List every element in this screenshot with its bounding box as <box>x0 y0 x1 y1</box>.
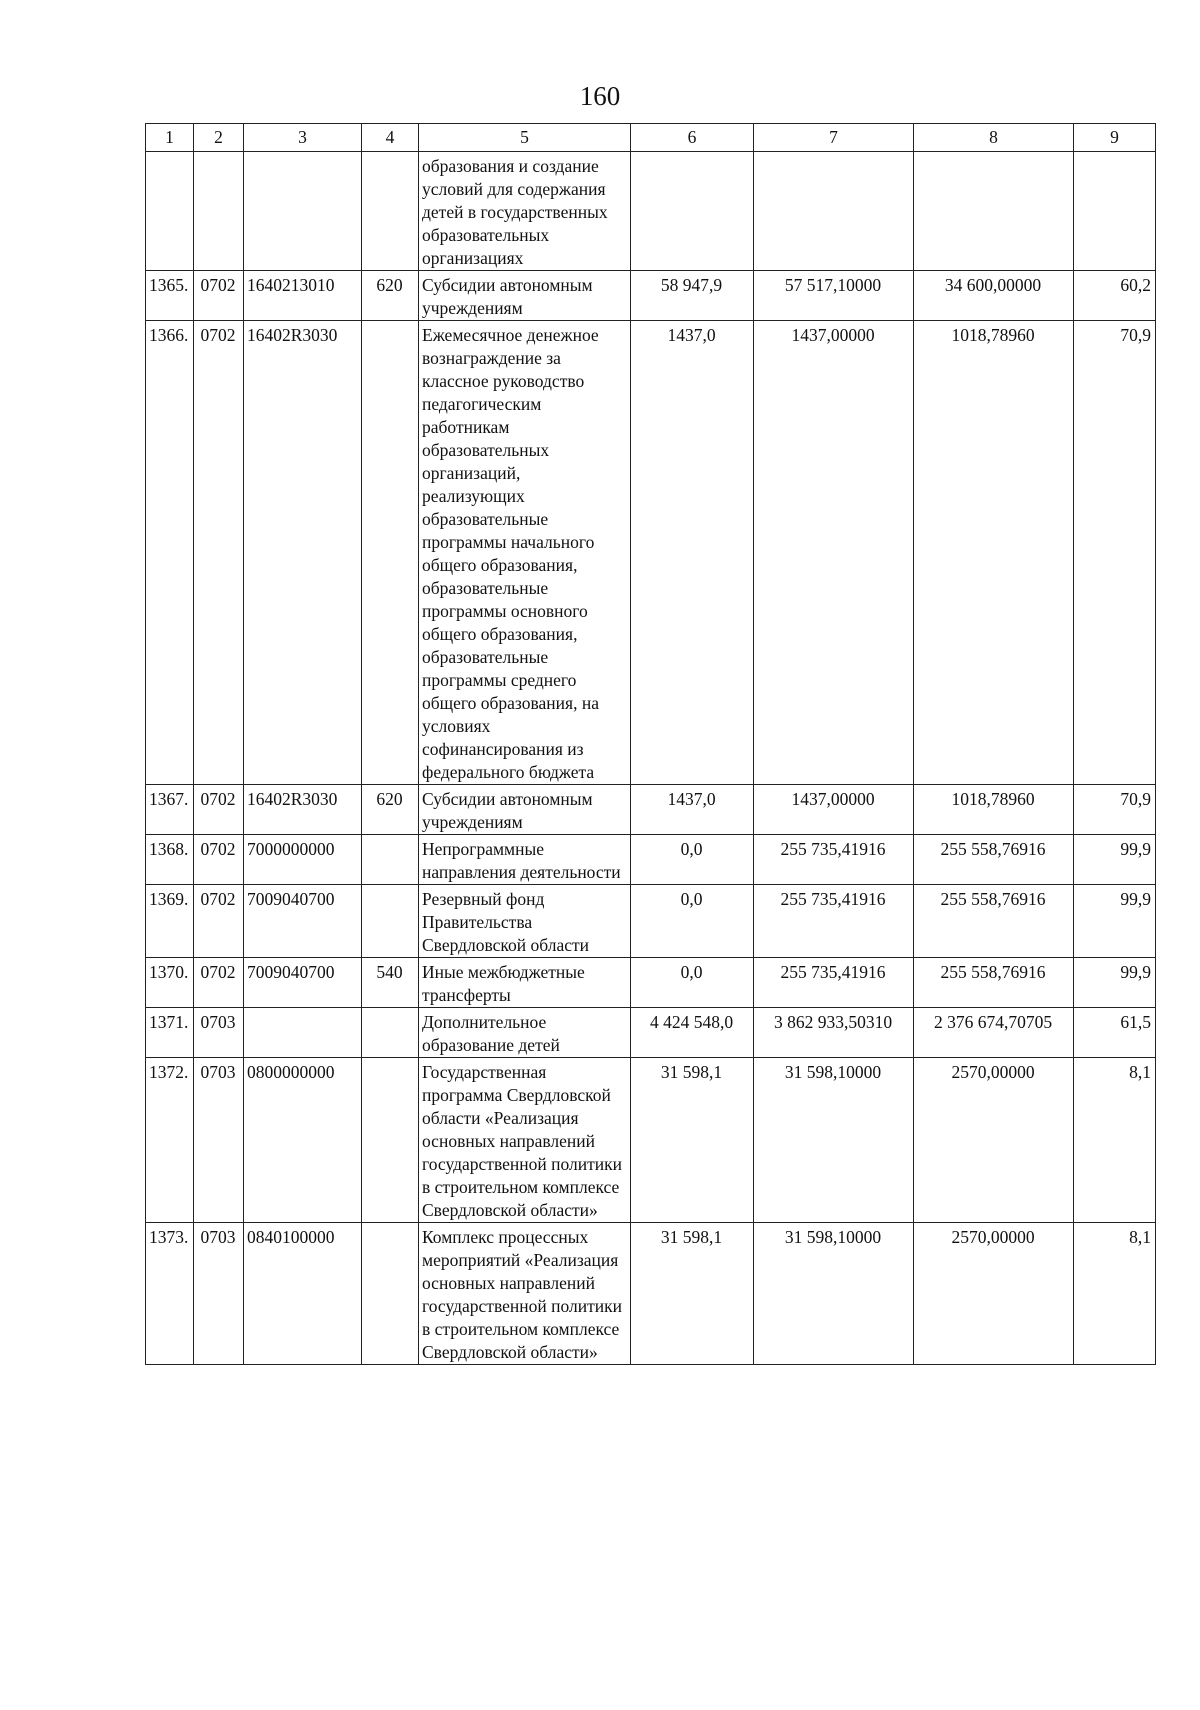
executed-amount-cell: 1018,78960 <box>914 321 1074 785</box>
table-row <box>146 271 1156 321</box>
section-code-cell <box>194 152 244 271</box>
executed-amount-cell: 2 376 674,70705 <box>914 1008 1074 1058</box>
target-code-cell: 7000000000 <box>244 835 362 885</box>
expense-type-cell: 540 <box>362 958 419 1008</box>
table-row <box>146 835 1156 885</box>
row-number-cell: 1366. <box>146 321 194 785</box>
expense-type-cell <box>362 885 419 958</box>
approved-amount-cell: 4 424 548,0 <box>631 1008 754 1058</box>
column-header: 7 <box>754 124 914 152</box>
percent-cell: 70,9 <box>1074 785 1156 835</box>
item-name-cell: Иные межбюджетные трансферты <box>419 958 631 1008</box>
expense-type-cell: 620 <box>362 271 419 321</box>
expense-type-cell <box>362 152 419 271</box>
table-row <box>146 885 1156 958</box>
column-header: 1 <box>146 124 194 152</box>
expense-type-cell <box>362 835 419 885</box>
target-code-cell <box>244 1008 362 1058</box>
row-number-cell: 1369. <box>146 885 194 958</box>
item-name-cell: Государственная программа Свердловской области «Реализация основных направлений государственной политики в строительном комплексе Свердловской области» <box>419 1058 631 1223</box>
expense-type-cell: 620 <box>362 785 419 835</box>
target-code-cell: 1640213010 <box>244 271 362 321</box>
executed-amount-cell: 255 558,76916 <box>914 885 1074 958</box>
row-number-cell: 1373. <box>146 1223 194 1365</box>
expense-type-cell <box>362 1223 419 1365</box>
item-name-cell: образования и создание условий для содержания детей в государственных образовательных организациях <box>419 152 631 271</box>
executed-amount-cell: 34 600,00000 <box>914 271 1074 321</box>
planned-amount-cell: 1437,00000 <box>754 321 914 785</box>
executed-amount-cell: 255 558,76916 <box>914 835 1074 885</box>
column-header: 8 <box>914 124 1074 152</box>
percent-cell: 8,1 <box>1074 1058 1156 1223</box>
column-header: 4 <box>362 124 419 152</box>
planned-amount-cell: 1437,00000 <box>754 785 914 835</box>
target-code-cell: 16402R3030 <box>244 785 362 835</box>
planned-amount-cell: 3 862 933,50310 <box>754 1008 914 1058</box>
row-number-cell: 1365. <box>146 271 194 321</box>
item-name-cell: Субсидии автономным учреждениям <box>419 271 631 321</box>
target-code-cell: 16402R3030 <box>244 321 362 785</box>
item-name-cell: Субсидии автономным учреждениям <box>419 785 631 835</box>
section-code-cell: 0703 <box>194 1223 244 1365</box>
section-code-cell: 0703 <box>194 1008 244 1058</box>
percent-cell: 61,5 <box>1074 1008 1156 1058</box>
approved-amount-cell: 31 598,1 <box>631 1223 754 1365</box>
target-code-cell: 0800000000 <box>244 1058 362 1223</box>
executed-amount-cell <box>914 152 1074 271</box>
row-number-cell: 1371. <box>146 1008 194 1058</box>
percent-cell: 99,9 <box>1074 885 1156 958</box>
percent-cell: 60,2 <box>1074 271 1156 321</box>
section-code-cell: 0702 <box>194 885 244 958</box>
table-header-row <box>146 124 1156 152</box>
expense-type-cell <box>362 321 419 785</box>
planned-amount-cell: 255 735,41916 <box>754 835 914 885</box>
table-row <box>146 1058 1156 1223</box>
section-code-cell: 0702 <box>194 958 244 1008</box>
section-code-cell: 0702 <box>194 835 244 885</box>
percent-cell: 70,9 <box>1074 321 1156 785</box>
target-code-cell: 7009040700 <box>244 958 362 1008</box>
row-number-cell: 1372. <box>146 1058 194 1223</box>
planned-amount-cell: 31 598,10000 <box>754 1058 914 1223</box>
planned-amount-cell <box>754 152 914 271</box>
planned-amount-cell: 255 735,41916 <box>754 958 914 1008</box>
budget-table <box>145 123 1156 1365</box>
planned-amount-cell: 255 735,41916 <box>754 885 914 958</box>
column-header: 3 <box>244 124 362 152</box>
item-name-cell: Дополнительное образование детей <box>419 1008 631 1058</box>
section-code-cell: 0702 <box>194 785 244 835</box>
target-code-cell <box>244 152 362 271</box>
row-number-cell: 1368. <box>146 835 194 885</box>
column-header: 5 <box>419 124 631 152</box>
approved-amount-cell: 58 947,9 <box>631 271 754 321</box>
approved-amount-cell: 1437,0 <box>631 785 754 835</box>
expense-type-cell <box>362 1008 419 1058</box>
executed-amount-cell: 2570,00000 <box>914 1058 1074 1223</box>
expense-type-cell <box>362 1058 419 1223</box>
table-row <box>146 152 1156 271</box>
planned-amount-cell: 31 598,10000 <box>754 1223 914 1365</box>
percent-cell: 99,9 <box>1074 835 1156 885</box>
percent-cell: 8,1 <box>1074 1223 1156 1365</box>
approved-amount-cell: 0,0 <box>631 958 754 1008</box>
percent-cell <box>1074 152 1156 271</box>
item-name-cell: Резервный фонд Правительства Свердловской области <box>419 885 631 958</box>
item-name-cell: Ежемесячное денежное вознаграждение за классное руководство педагогическим работникам образовательных организаций, реализующих образовательные программы начального общего образования, образовательные программы основного общего образования, образовательные программы среднего общего образования, на условиях софинансирования из федерального бюджета <box>419 321 631 785</box>
percent-cell: 99,9 <box>1074 958 1156 1008</box>
table-row <box>146 785 1156 835</box>
executed-amount-cell: 1018,78960 <box>914 785 1074 835</box>
planned-amount-cell: 57 517,10000 <box>754 271 914 321</box>
item-name-cell: Комплекс процессных мероприятий «Реализация основных направлений государственной политики в строительном комплексе Свердловской области» <box>419 1223 631 1365</box>
approved-amount-cell: 0,0 <box>631 885 754 958</box>
row-number-cell: 1367. <box>146 785 194 835</box>
column-header: 2 <box>194 124 244 152</box>
executed-amount-cell: 255 558,76916 <box>914 958 1074 1008</box>
table-row <box>146 958 1156 1008</box>
approved-amount-cell <box>631 152 754 271</box>
column-header: 6 <box>631 124 754 152</box>
table-row <box>146 1008 1156 1058</box>
row-number-cell <box>146 152 194 271</box>
page-number: 160 <box>579 81 621 111</box>
target-code-cell: 0840100000 <box>244 1223 362 1365</box>
column-header: 9 <box>1074 124 1156 152</box>
section-code-cell: 0703 <box>194 1058 244 1223</box>
target-code-cell: 7009040700 <box>244 885 362 958</box>
item-name-cell: Непрограммные направления деятельности <box>419 835 631 885</box>
approved-amount-cell: 0,0 <box>631 835 754 885</box>
executed-amount-cell: 2570,00000 <box>914 1223 1074 1365</box>
table-row <box>146 1223 1156 1365</box>
section-code-cell: 0702 <box>194 321 244 785</box>
row-number-cell: 1370. <box>146 958 194 1008</box>
section-code-cell: 0702 <box>194 271 244 321</box>
approved-amount-cell: 1437,0 <box>631 321 754 785</box>
approved-amount-cell: 31 598,1 <box>631 1058 754 1223</box>
table-row <box>146 321 1156 785</box>
